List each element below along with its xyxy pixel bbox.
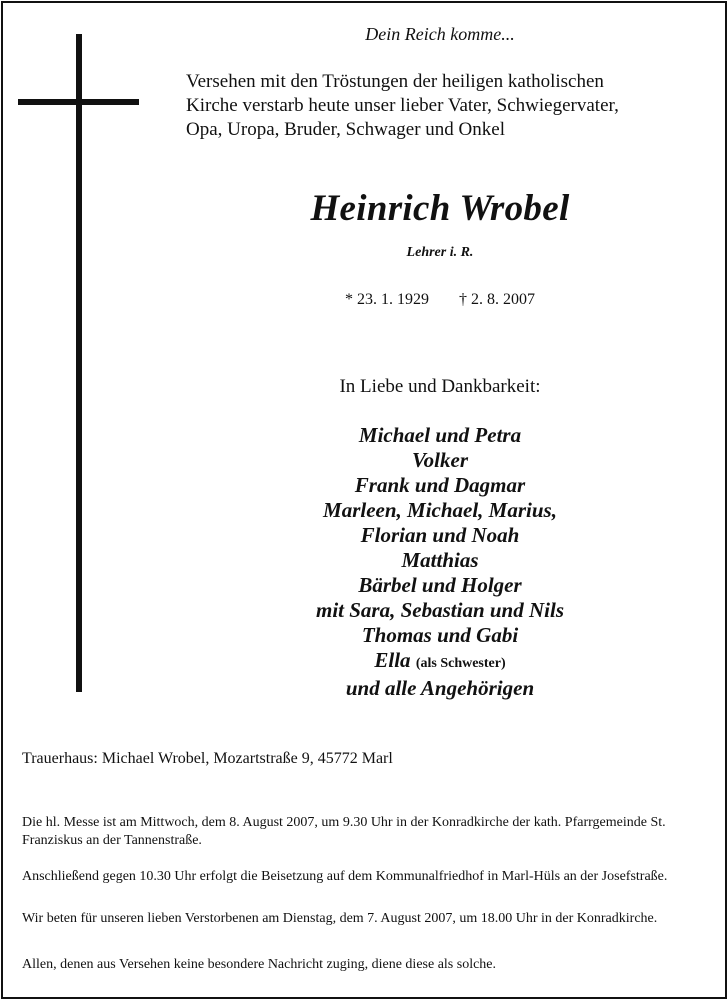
family-line: Frank und Dagmar [354,473,526,497]
family-line-last: und alle Angehörigen [345,676,535,700]
intro-line: Kirche verstarb heute unser lieber Vater, Schwiegervater, [186,95,619,116]
family-line: mit Sara, Sebastian und Nils [316,598,564,622]
ella-name: Ella [374,648,411,672]
family-line: Volker [411,448,468,472]
note-mass: Die hl. Messe ist am Mittwoch, dem 8. August 2007, um 9.30 Uhr in der Konradkirche der kath. Pfarrgemeinde St. Franziskus an der Tannenstraße. [22,815,666,848]
cross-vertical-bar [76,34,82,692]
family-line: Bärbel und Holger [358,573,522,597]
family-line: Matthias [401,548,479,572]
cross-horizontal-bar [18,99,139,105]
note-prayer: Wir beten für unseren lieben Verstorbenen am Dienstag, dem 7. August 2007, um 18.00 Uhr in der Konradkirche. [22,911,658,926]
mourning-house: Trauerhaus: Michael Wrobel, Mozartstraße 9, 45772 Marl [22,750,393,767]
family-list [180,423,700,701]
note-closing: Allen, denen aus Versehen keine besondere Nachricht zuging, diene diese als solche. [22,957,497,972]
deceased-title: Lehrer i. R. [406,245,474,260]
life-dates [180,291,700,309]
intro-line: Opa, Uropa, Bruder, Schwager und Onkel [186,119,505,140]
family-line: Florian und Noah [360,523,520,547]
love-line: In Liebe und Dankbarkeit: [339,376,541,397]
death-date: † 2. 8. 2007 [459,291,535,308]
family-line: Marleen, Michael, Marius, [323,498,557,522]
deceased-name: Heinrich Wrobel [310,188,570,229]
birth-date: * 23. 1. 1929 [345,291,429,308]
ella-note: (als Schwester) [415,656,506,671]
intro-line: Versehen mit den Tröstungen der heiligen katholischen [186,71,604,92]
family-line-ella [180,648,700,676]
note-burial: Anschließend gegen 10.30 Uhr erfolgt die Beisetzung auf dem Kommunalfriedhof in Marl-Hüls an der Josefstraße. [22,869,668,884]
family-line: Thomas und Gabi [361,623,519,647]
family-line: Michael und Petra [358,423,522,447]
motto: Dein Reich komme... [365,24,515,44]
intro-text [186,70,706,142]
